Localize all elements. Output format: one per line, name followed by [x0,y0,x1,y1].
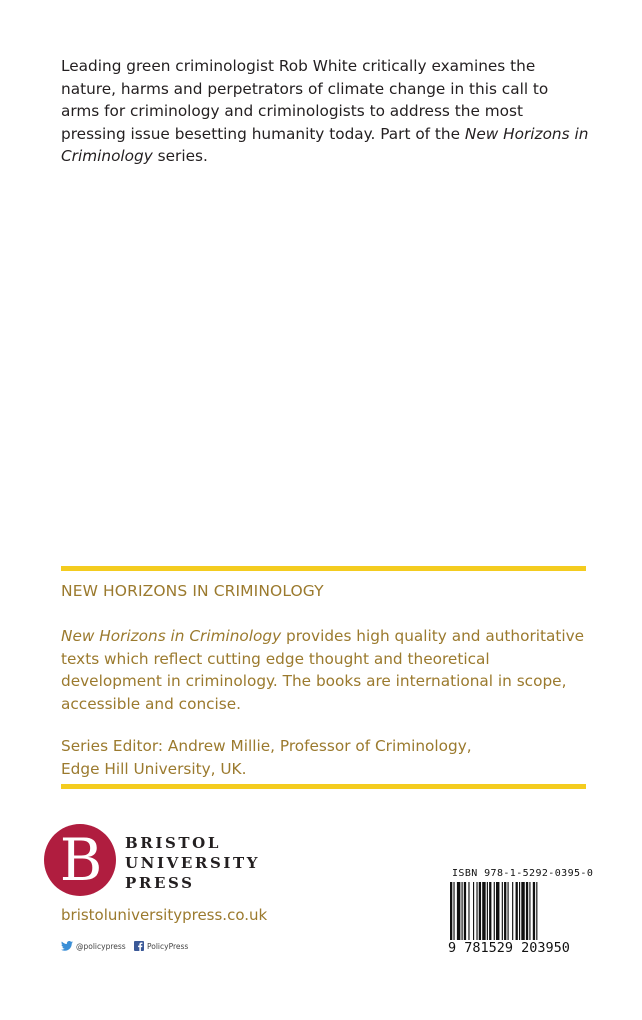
publisher-name-line-1: BRISTOL [125,834,221,852]
blurb-series-title: New Horizons in Criminology [61,124,589,166]
publisher-name-line-2: UNIVERSITY [125,854,261,872]
back-cover-blurb [61,55,591,168]
blurb-text-end: series. [152,147,208,166]
series-editor-line-2: Edge Hill University, UK. [61,759,247,778]
series-box-bottom-rule [61,784,586,789]
publisher-name [125,833,260,893]
barcode-digits: 9 781529 203950 [448,940,570,956]
series-description [61,625,586,715]
twitter-handle-text: @policypress [76,941,126,951]
facebook-f-icon [134,941,144,951]
publisher-name-line-3: PRESS [125,874,195,892]
facebook-handle [134,941,188,951]
series-editor [61,735,586,780]
isbn-label: ISBN 978-1-5292-0395-0 [452,868,594,879]
barcode [448,882,588,942]
twitter-bird-icon [61,941,73,951]
series-description-text: provides high quality and authoritative texts which reflect cutting edge thought and theoretical development in criminology. The books are international in scope, accessible and concise. [61,627,585,713]
facebook-handle-text: PolicyPress [147,941,189,951]
series-box-top-rule [61,566,586,571]
series-heading: NEW HORIZONS IN CRIMINOLOGY [61,582,324,600]
blurb-text: Leading green criminologist Rob White critically examines the nature, harms and perpetrators of climate change in this call to arms for criminology and criminologists to address the most pressing issue besetting humanity today. Part of the [61,57,549,143]
logo-letter: B [59,826,103,894]
bristol-university-press-logo [44,824,116,896]
publisher-website: bristoluniversitypress.co.uk [61,906,268,924]
series-editor-line-1: Series Editor: Andrew Millie, Professor of Criminology, [61,737,472,755]
series-description-title: New Horizons in Criminology [61,627,282,645]
twitter-handle [61,941,126,951]
